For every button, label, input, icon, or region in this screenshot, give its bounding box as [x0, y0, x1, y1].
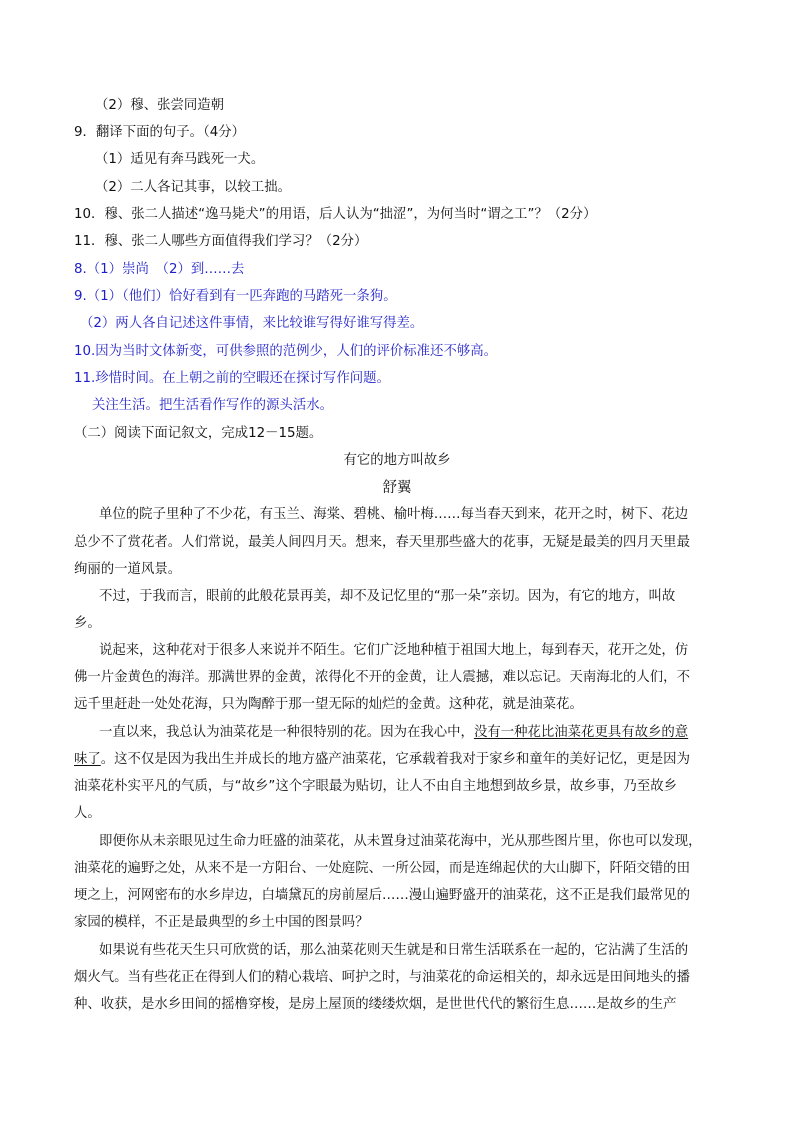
p5-line-3: 埂之上，河网密布的水乡岸边，白墙黛瓦的房前屋后……漫山遍野盛开的油菜花，这不正是我们最常见的: [74, 888, 690, 903]
answer-11-2: 关注生活。把生活看作写作的源头活水。: [92, 398, 334, 413]
p4-line-4: 人。: [74, 806, 101, 821]
p6-line-3: 种、收获，是水乡田间的摇橹穿梭，是房上屋顶的缕缕炊烟，是世世代代的繁衍生息……是故乡的生产: [74, 997, 677, 1012]
p1-line-3: 绚丽的一道风景。: [74, 562, 182, 577]
underlined-sentence-part-2: 味了: [74, 752, 101, 767]
article-title: 有它的地方叫故乡: [343, 453, 451, 468]
p2-line-2: 乡。: [74, 616, 101, 631]
p6-line-1: 如果说有些花天生只可欣赏的话，那么油菜花则天生就是和日常生活联系在一起的，它沾满了生活的: [99, 943, 689, 958]
p3-line-2: 佛一片金黄色的海洋。那满世界的金黄，浓得化不开的金黄，让人震撼，难以忘记。天南海北的人们，不: [74, 670, 690, 685]
q8-option-2: （2）穆、张尝同造朝: [95, 98, 225, 113]
p2-line-1: 不过，于我而言，眼前的此般花景再美，却不及记忆里的“那一朵”亲切。因为，有它的地方，叫故: [99, 589, 676, 604]
p5-line-1: 即便你从未亲眼见过生命力旺盛的油菜花，从未置身过油菜花海中，光从那些图片里，你也可以发现，: [99, 834, 702, 849]
p6-line-2: 烟火气。当有些花正在得到人们的精心栽培、呵护之时，与油菜花的命运相关的，却永远是田间地头的播: [74, 970, 690, 985]
q10-prompt: 10．穆、张二人描述“逸马毙犬”的用语，后人认为“拙涩”，为何当时“谓之工”？（2分）: [74, 207, 597, 222]
q9-prompt: 9．翻译下面的句子。（4分）: [74, 125, 246, 140]
p5-line-4: 家园的模样，不正是最典型的乡土中国的图景吗？: [74, 915, 369, 930]
q9-item-2: （2）二人各记其事，以较工拙。: [95, 180, 291, 195]
q9-item-1: （1）适见有奔马践死一犬。: [95, 152, 265, 167]
answer-11-1: 11.珍惜时间。在上朝之前的空暇还在探讨写作问题。: [74, 371, 390, 386]
p4-line-2: [74, 751, 690, 769]
p1-line-1: 单位的院子里种了不少花，有玉兰、海棠、碧桃、榆叶梅……每当春天到来，花开之时，树下、花边: [99, 507, 689, 522]
answer-9-1: 9.（1）（他们）恰好看到有一匹奔跑的马踏死一条狗。: [74, 289, 397, 304]
answer-9-2: （2）两人各自记述这件事情，来比较谁写得好谁写得差。: [80, 316, 424, 331]
q11-prompt: 11．穆、张二人哪些方面值得我们学习？（2分）: [74, 234, 368, 249]
p5-line-2: 油菜花的遍野之处，从来不是一方阳台、一处庭院、一所公园，而是连绵起伏的大山脚下，阡陌交错的田: [74, 861, 690, 876]
p4-line-2-text: 。这不仅是因为我出生并成长的地方盛产油菜花，它承载着我对于家乡和童年的美好记忆，更是因为: [100, 752, 690, 767]
p1-line-2: 总少不了赏花者。人们常说，最美人间四月天。想来，春天里那些盛大的花事，无疑是最美的四月天里最: [74, 535, 690, 550]
article-author: 舒翼: [382, 480, 412, 496]
answer-10: 10.因为当时文体新变，可供参照的范例少，人们的评价标准还不够高。: [74, 344, 498, 359]
underlined-sentence-part-1: 没有一种花比油菜花更具有故乡的意: [473, 725, 689, 740]
section-heading: （二）阅读下面记叙文，完成12－15题。: [74, 426, 323, 441]
p4-line-1-text: 一直以来，我总认为油菜花是一种很特别的花。因为在我心中，: [99, 725, 474, 740]
p3-line-3: 远千里赶赴一处处花海，只为陶醉于那一望无际的灿烂的金黄。这种花，就是油菜花。: [74, 697, 583, 712]
answer-8: 8.（1）崇尚 （2）到……去: [74, 262, 245, 277]
p4-line-3: 油菜花朴实平凡的气质，与“故乡”这个字眼最为贴切，让人不由自主地想到故乡景，故乡事，乃至故乡: [74, 779, 678, 794]
p3-line-1: 说起来，这种花对于很多人来说并不陌生。它们广泛地种植于祖国大地上，每到春天，花开之处，仿: [99, 643, 689, 658]
p4-line-1: [99, 724, 688, 742]
